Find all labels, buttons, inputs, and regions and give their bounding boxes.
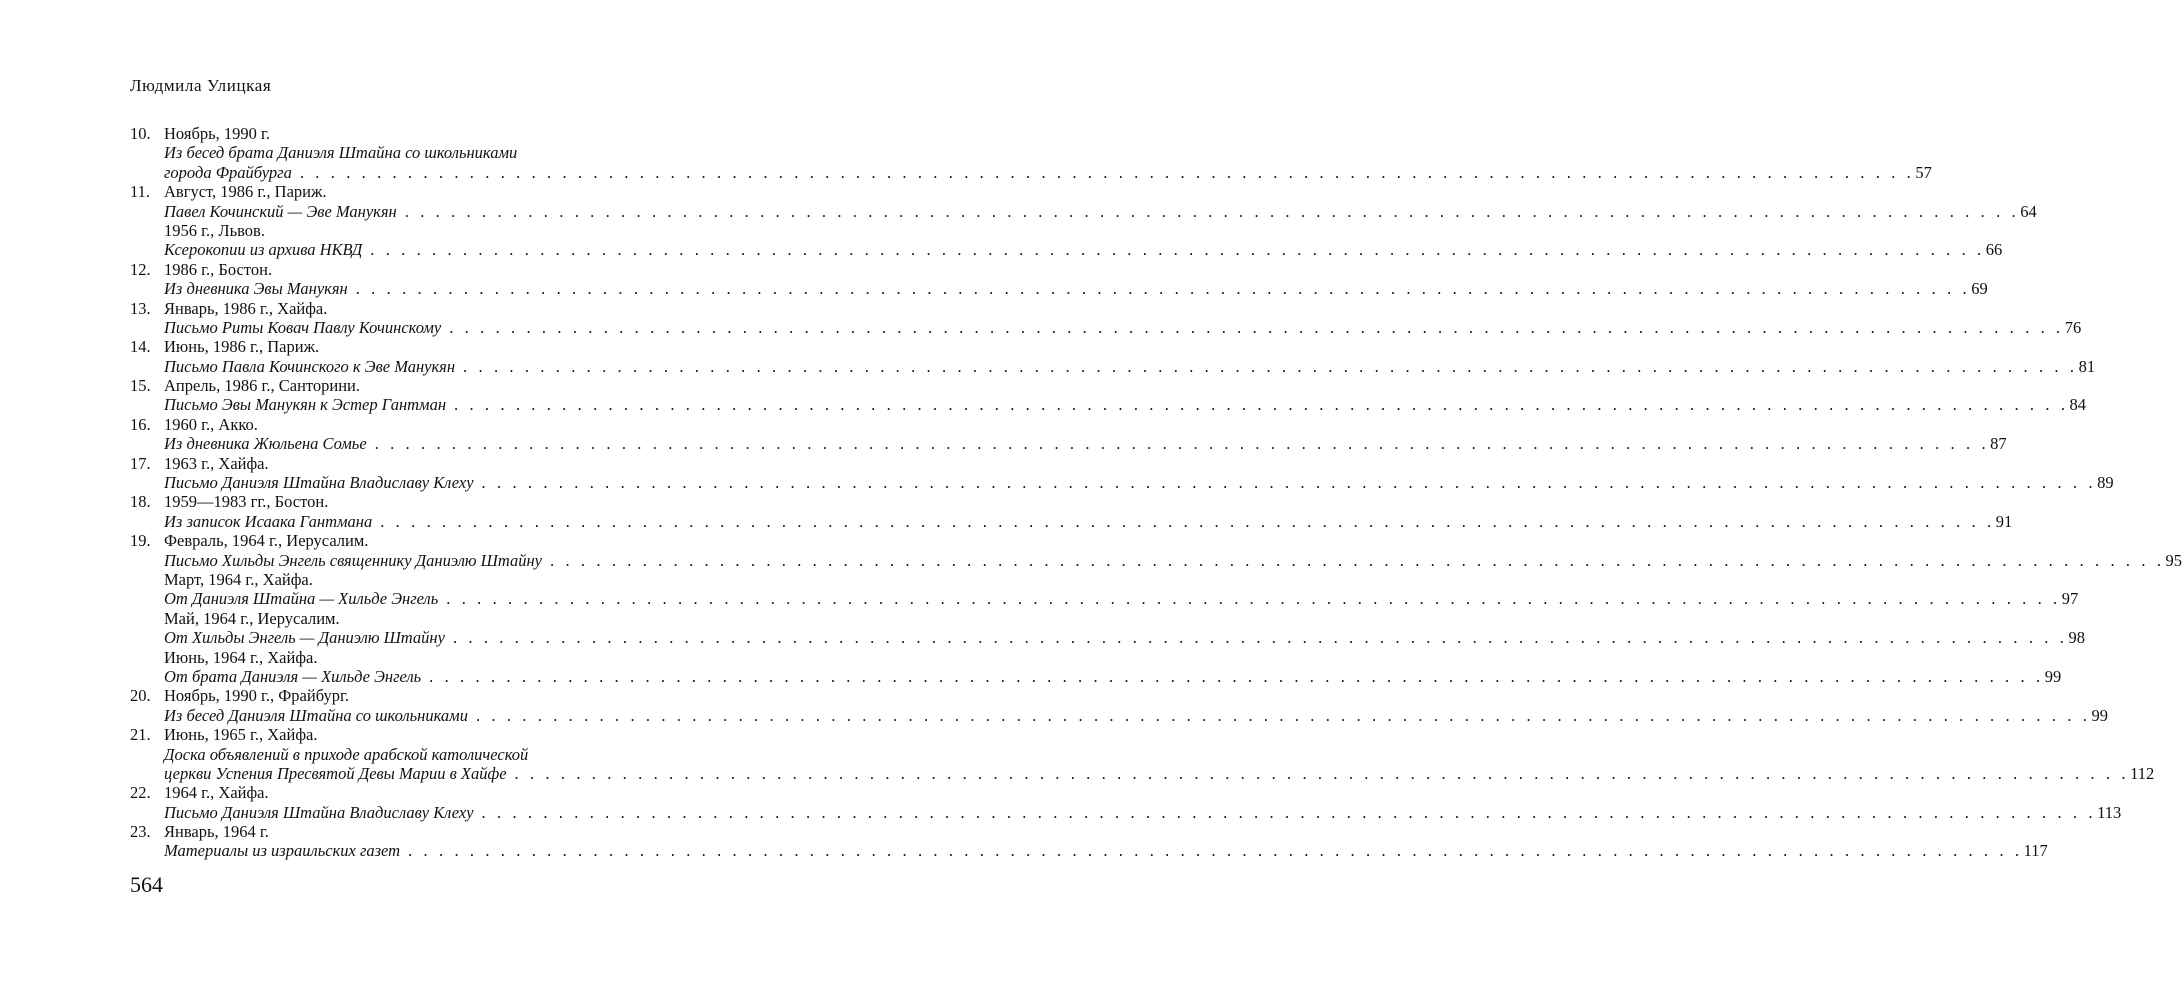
entry-title: От Даниэля Штайна — Хильде Энгель [164,589,439,609]
entry-page-number: 81 [2078,356,2096,376]
chapter-heading: Март, 1964 г., Хайфа. [164,569,313,589]
toc-line [130,473,2114,493]
entry-title: Письмо Павла Кочинского к Эве Манукян [164,356,456,376]
chapter-number: 13. [130,298,151,318]
entry-title: Из дневника Жюльена Сомье [164,434,367,454]
dot-leader: . . . . . . . . . . . . . . . . . . . . . . . . . . . . . . . . . . . . . . . . . . . . . . . . . . . . . . . . . . . . . . . . . . . . . . . . . . . . . . . . . . . . . . . . . . . . . . . . . . . . . . . . . [463,356,2078,376]
toc-line [130,299,694,318]
toc-line [130,763,2155,783]
entry-page-number: 99 [2044,666,2062,686]
chapter-heading: 1956 г., Львов. [164,220,265,240]
toc-line [130,822,694,841]
chapter-heading: Январь, 1964 г. [164,822,269,842]
toc-line [130,841,2048,861]
toc-line [130,511,2013,531]
chapter-number: 12. [130,259,151,279]
chapter-heading: 1986 г., Бостон. [164,259,273,279]
entry-title: Письмо Даниэля Штайна Владиславу Клеху [164,473,474,493]
toc-line [130,454,694,473]
entry-page-number: 57 [1915,162,1932,182]
entry-title: церкви Успения Пресвятой Девы Марии в Хайфе [164,763,507,783]
entry-page-number: 76 [2064,317,2082,337]
toc-line [130,666,2062,686]
dot-leader: . . . . . . . . . . . . . . . . . . . . . . . . . . . . . . . . . . . . . . . . . . . . . . . . . . . . . . . . . . . . . . . . . . . . . . . . . . . . . . . . . . . . . . . . . . . . . . . . . . . . . . . . . [374,434,1990,454]
entry-page-number: 112 [2130,763,2155,783]
chapter-number: 10. [130,124,151,143]
entry-page-number: 87 [1990,434,2007,454]
toc-line [130,162,1932,182]
chapter-heading: Июнь, 1965 г., Хайфа. [164,725,318,745]
entry-title: Павел Кочинский — Эве Манукян [164,201,397,221]
toc-line [130,260,694,279]
entry-title: Письмо Эвы Манукян к Эстер Гантман [164,395,447,415]
dot-leader: . . . . . . . . . . . . . . . . . . . . . . . . . . . . . . . . . . . . . . . . . . . . . . . . . . . . . . . . . . . . . . . . . . . . . . . . . . . . . . . . . . . . . . . . . . . . . . . . . . . . . . . . . [355,279,1971,299]
toc-entry [164,473,2114,493]
entry-title: Ксерокопии из архива НКВД [164,240,363,260]
toc-line [130,317,2082,337]
toc-entry [164,240,2003,260]
entry-title: города Фрайбурга [164,162,292,182]
dot-leader: . . . . . . . . . . . . . . . . . . . . . . . . . . . . . . . . . . . . . . . . . . . . . . . . . . . . . . . . . . . . . . . . . . . . . . . . . . . . . . . . . . . . . . . . . . . . . . . . . . . . . . . . . [481,802,2097,822]
dot-leader: . . . . . . . . . . . . . . . . . . . . . . . . . . . . . . . . . . . . . . . . . . . . . . . . . . . . . . . . . . . . . . . . . . . . . . . . . . . . . . . . . . . . . . . . . . . . . . . . . . . . . . . . . [481,473,2097,493]
entry-page-number: 98 [2068,628,2085,648]
entry-title: Из записок Исаака Гантмана [164,511,373,531]
entry-title: Письмо Риты Ковач Павлу Кочинскому [164,317,442,337]
dot-leader: . . . . . . . . . . . . . . . . . . . . . . . . . . . . . . . . . . . . . . . . . . . . . . . . . . . . . . . . . . . . . . . . . . . . . . . . . . . . . . . . . . . . . . . . . . . . . . . . . . . . . . . . . [380,511,1995,531]
chapter-heading: 1963 г., Хайфа. [164,453,269,473]
chapter-number: 17. [130,453,151,473]
toc-line [130,221,694,240]
dot-leader: . . . . . . . . . . . . . . . . . . . . . . . . . . . . . . . . . . . . . . . . . . . . . . . . . . . . . . . . . . . . . . . . . . . . . . . . . . . . . . . . . . . . . . . . . . . . . . . . . . . . . . . . . [299,162,1915,182]
running-head: Людмила Улицкая [130,76,272,95]
toc-entry [164,745,694,764]
dot-leader: . . . . . . . . . . . . . . . . . . . . . . . . . . . . . . . . . . . . . . . . . . . . . . . . . . . . . . . . . . . . . . . . . . . . . . . . . . . . . . . . . . . . . . . . . . . . . . . . . . . . . . . . . [475,705,2091,725]
entry-page-number: 97 [2061,589,2079,609]
toc-entry [164,763,2155,783]
toc-line [130,725,694,744]
toc-line [130,550,2182,570]
toc-line [130,337,694,356]
entry-title: От брата Даниэля — Хильде Энгель [164,666,422,686]
toc-entry [164,511,2013,531]
dot-leader: . . . . . . . . . . . . . . . . . . . . . . . . . . . . . . . . . . . . . . . . . . . . . . . . . . . . . . . . . . . . . . . . . . . . . . . . . . . . . . . . . . . . . . . . . . . . . . . . . . . . . . . . . [454,395,2069,415]
dot-leader: . . . . . . . . . . . . . . . . . . . . . . . . . . . . . . . . . . . . . . . . . . . . . . . . . . . . . . . . . . . . . . . . . . . . . . . . . . . . . . . . . . . . . . . . . . . . . . . . . . . . . . . . . [404,201,2020,221]
chapter-number: 16. [130,414,151,434]
toc-line [130,376,694,395]
chapter-heading: 1959—1983 гг., Бостон. [164,492,329,512]
chapter-number: 22. [130,783,151,803]
chapter-number: 14. [130,337,151,357]
toc-entry [164,802,2122,822]
toc-line [130,531,694,550]
entry-page-number: 89 [2097,473,2114,493]
entry-page-number: 117 [2023,841,2048,861]
chapter-number: 21. [130,725,151,745]
toc-entry [164,434,2007,454]
toc-line [130,705,2108,725]
dot-leader: . . . . . . . . . . . . . . . . . . . . . . . . . . . . . . . . . . . . . . . . . . . . . . . . . . . . . . . . . . . . . . . . . . . . . . . . . . . . . . . . . . . . . . . . . . . . . . . . . . . . . . . . . [446,589,2061,609]
toc-entry [164,550,2182,570]
entry-page-number: 95 [2165,550,2182,570]
toc-line [130,415,694,434]
toc-line [130,395,2087,415]
chapter-number: 18. [130,492,151,512]
toc-entry [164,201,2037,221]
toc-line [130,240,2003,260]
chapter-heading: 1960 г., Акко. [164,414,258,434]
dot-leader: . . . . . . . . . . . . . . . . . . . . . . . . . . . . . . . . . . . . . . . . . . . . . . . . . . . . . . . . . . . . . . . . . . . . . . . . . . . . . . . . . . . . . . . . . . . . . . . . . . . . . . . . . [408,841,2023,861]
entry-title: Доска объявлений в приходе арабской католической [164,744,529,764]
toc-line [130,182,694,201]
entry-page-number: 91 [1995,511,2013,531]
entry-title: Письмо Даниэля Штайна Владиславу Клеху [164,802,474,822]
chapter-number: 19. [130,531,151,551]
chapter-heading: Август, 1986 г., Париж. [164,182,327,202]
toc-line [130,745,694,764]
entry-title: Письмо Хильды Энгель священнику Даниэлю Штайну [164,550,543,570]
entry-title: Из бесед брата Даниэля Штайна со школьниками [164,143,518,163]
toc-line [130,802,2122,822]
chapter-number: 11. [130,182,151,202]
toc-line [130,143,694,162]
toc-line [130,279,1988,299]
table-of-contents [130,124,2182,861]
entry-title: Из бесед Даниэля Штайна со школьниками [164,705,468,725]
entry-page-number: 66 [1985,240,2003,260]
dot-leader: . . . . . . . . . . . . . . . . . . . . . . . . . . . . . . . . . . . . . . . . . . . . . . . . . . . . . . . . . . . . . . . . . . . . . . . . . . . . . . . . . . . . . . . . . . . . . . . . . . . . . . . . . [514,763,2130,783]
toc-line [130,648,694,667]
dot-leader: . . . . . . . . . . . . . . . . . . . . . . . . . . . . . . . . . . . . . . . . . . . . . . . . . . . . . . . . . . . . . . . . . . . . . . . . . . . . . . . . . . . . . . . . . . . . . . . . . . . . . . . . . [370,240,1985,260]
dot-leader: . . . . . . . . . . . . . . . . . . . . . . . . . . . . . . . . . . . . . . . . . . . . . . . . . . . . . . . . . . . . . . . . . . . . . . . . . . . . . . . . . . . . . . . . . . . . . . . . . . . . . . . . . [449,317,2064,337]
toc-line [130,783,694,802]
page-number: 564 [130,872,163,897]
entry-page-number: 99 [2091,705,2108,725]
chapter-heading: 1964 г., Хайфа. [164,783,269,803]
chapter-number: 20. [130,686,151,706]
toc-line [130,589,2079,609]
chapter-number: 15. [130,376,151,396]
toc-entry [164,666,2062,686]
dot-leader: . . . . . . . . . . . . . . . . . . . . . . . . . . . . . . . . . . . . . . . . . . . . . . . . . . . . . . . . . . . . . . . . . . . . . . . . . . . . . . . . . . . . . . . . . . . . . . . . . . . . . . . . . [452,628,2068,648]
toc-line [130,686,694,705]
entry-page-number: 113 [2097,802,2122,822]
entry-page-number: 69 [1971,279,1988,299]
entry-title: От Хильды Энгель — Даниэлю Штайну [164,628,445,648]
toc-entry [164,317,2082,337]
toc-line [130,124,694,143]
chapter-number: 23. [130,822,151,842]
toc-line [130,570,694,589]
toc-entry [164,589,2079,609]
entry-page-number: 64 [2020,201,2037,221]
toc-line [130,201,2037,221]
chapter-heading: Ноябрь, 1990 г. [164,124,271,143]
toc-line [130,356,2096,376]
chapter-heading: Ноябрь, 1990 г., Фрайбург. [164,686,350,706]
chapter-heading: Май, 1964 г., Иерусалим. [164,608,340,628]
toc-entry [164,395,2087,415]
chapter-heading: Июнь, 1986 г., Париж. [164,337,320,357]
toc-line [130,434,2007,454]
entry-title: Из дневника Эвы Манукян [164,279,348,299]
chapter-heading: Апрель, 1986 г., Санторини. [164,376,361,396]
chapter-heading: Июнь, 1964 г., Хайфа. [164,647,318,667]
dot-leader: . . . . . . . . . . . . . . . . . . . . . . . . . . . . . . . . . . . . . . . . . . . . . . . . . . . . . . . . . . . . . . . . . . . . . . . . . . . . . . . . . . . . . . . . . . . . . . . . . . . . . . . . . [429,666,2044,686]
toc-line [130,609,694,628]
entry-title: Материалы из израильских газет [164,841,401,861]
toc-entry [164,628,2085,648]
toc-entry [164,841,2048,861]
toc-entry [164,143,694,162]
toc-entry [164,162,1932,182]
toc-line [130,492,694,511]
toc-entry [164,356,2096,376]
dot-leader: . . . . . . . . . . . . . . . . . . . . . . . . . . . . . . . . . . . . . . . . . . . . . . . . . . . . . . . . . . . . . . . . . . . . . . . . . . . . . . . . . . . . . . . . . . . . . . . . . . . . . . . . . [550,550,2165,570]
toc-line [130,628,2085,648]
toc-entry [164,705,2108,725]
entry-page-number: 84 [2069,395,2087,415]
chapter-heading: Январь, 1986 г., Хайфа. [164,298,328,318]
toc-entry [164,279,1988,299]
chapter-heading: Февраль, 1964 г., Иерусалим. [164,531,369,551]
